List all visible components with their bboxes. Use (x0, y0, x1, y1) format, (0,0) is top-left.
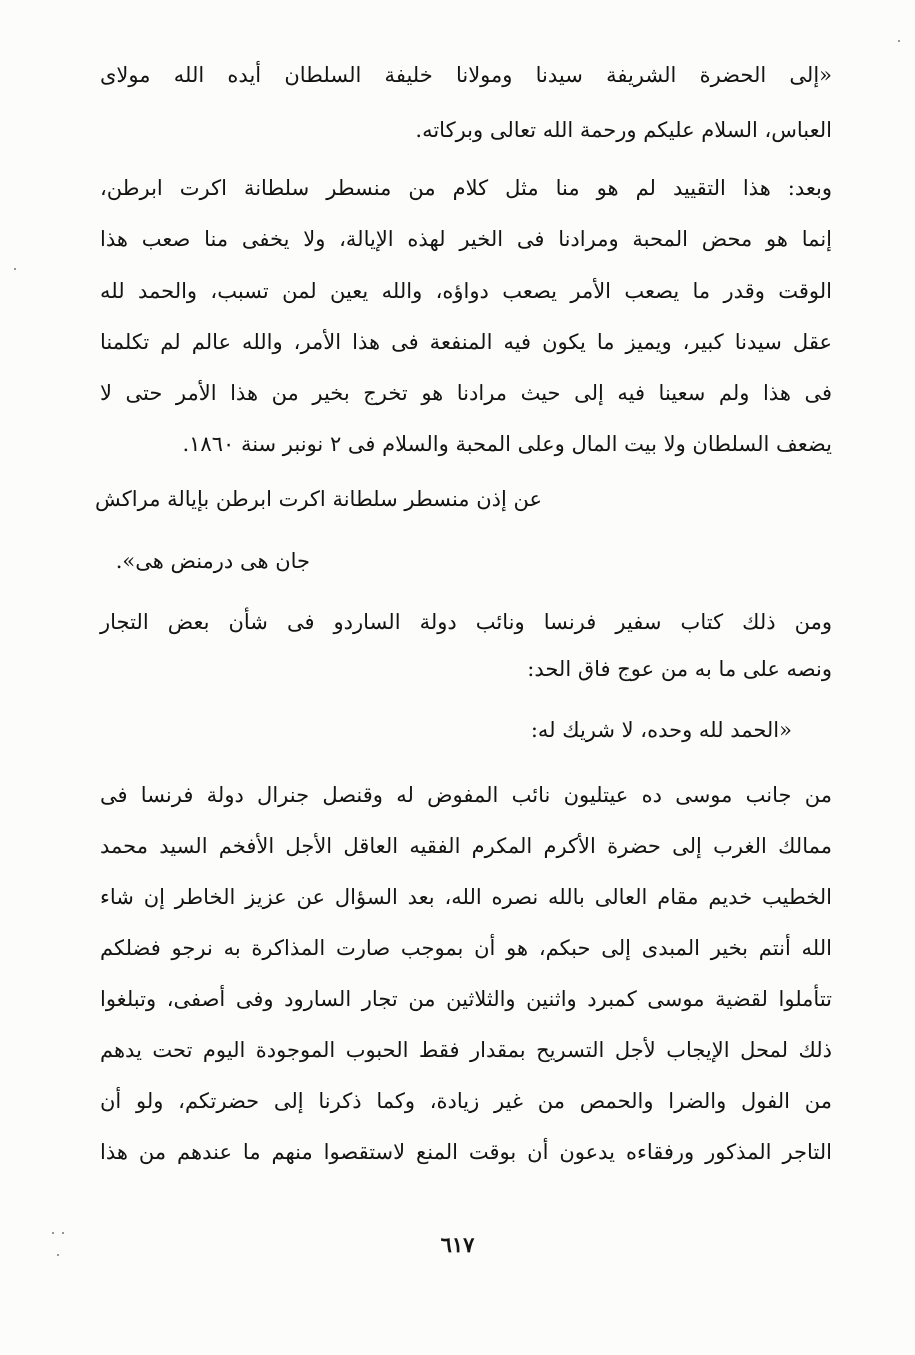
text-line: الله أنتم بخير المبدى إلى حبكم، هو أن بموجب صارت المذاكرة به نرجو فضلكم (100, 936, 832, 960)
text-line: ونصه على ما به من عوج فاق الحد: (527, 657, 832, 681)
text-line: ذلك لمحل الإيجاب لأجل التسريح بمقدار فقط الحبوب الموجودة اليوم تحت يدهم (100, 1038, 832, 1062)
text-line: فى هذا ولم سعينا فيه إلى حيث مرادنا هو تخرج بخير من هذا الأمر حتى لا (100, 381, 832, 405)
text-line: التاجر المذكور ورفقاءه يدعون أن بوقت المنع لاستقصوا منهم ما عندهم من هذا (100, 1140, 832, 1164)
text-line: عن إذن منسطر سلطانة اكرت ابرطن بإيالة مراكش (95, 487, 542, 511)
text-line: من الفول والضرا والحمص من غير زيادة، وكما ذكرنا إلى حضرتكم، ولو أن (100, 1089, 832, 1113)
text-line: «إلى الحضرة الشريفة سيدنا ومولانا خليفة السلطان أيده الله مولاى (100, 63, 832, 87)
text-line: ممالك الغرب إلى حضرة الأكرم المكرم الفقيه العاقل الأجل الأفخم السيد محمد (100, 834, 832, 858)
text-line: إنما هو محض المحبة ومرادنا فى الخير لهذه الإيالة، ولا يخفى منا صعب هذا (100, 227, 832, 251)
text-line: يضعف السلطان ولا بيت المال وعلى المحبة والسلام فى ٢ نونبر سنة ١٨٦٠. (182, 432, 832, 456)
text-line: الوقت وقدر ما يصعب الأمر يصعب دواؤه، والله يعين لمن تسبب، والحمد لله (100, 279, 832, 303)
scan-speck (898, 40, 900, 42)
scan-speck (57, 1254, 59, 1256)
text-line: عقل سيدنا كبير، ويميز ما يكون فيه المنفعة فى هذا الأمر، والله عالم لم تكلمنا (100, 330, 832, 354)
text-line: تتأملوا لقضية موسى كمبرد واثنين والثلاثين من تجار السارود وفى أصفى، وتبلغوا (100, 987, 832, 1011)
text-line: من جانب موسى ده عيتليون نائب المفوض له وقنصل جنرال دولة فرنسا فى (100, 783, 832, 807)
scan-speck (52, 1232, 54, 1234)
scan-speck (14, 268, 16, 270)
text-line: جان هى درمنض هى». (115, 549, 310, 573)
scan-speck (62, 1232, 64, 1234)
text-line: ومن ذلك كتاب سفير فرنسا ونائب دولة الساردو فى شأن بعض التجار (100, 610, 832, 634)
text-line: الخطيب خديم مقام العالى بالله نصره الله، بعد السؤال عن عزيز الخاطر إن شاء (100, 885, 832, 909)
text-line: وبعد: هذا التقييد لم هو منا مثل كلام من منسطر سلطانة اكرت ابرطن، (100, 176, 832, 200)
page-number: ٦١٧ (440, 1232, 475, 1257)
text-line: العباس، السلام عليكم ورحمة الله تعالى وبركاته. (415, 118, 832, 142)
text-line: «الحمد لله وحده، لا شريك له: (530, 718, 792, 742)
